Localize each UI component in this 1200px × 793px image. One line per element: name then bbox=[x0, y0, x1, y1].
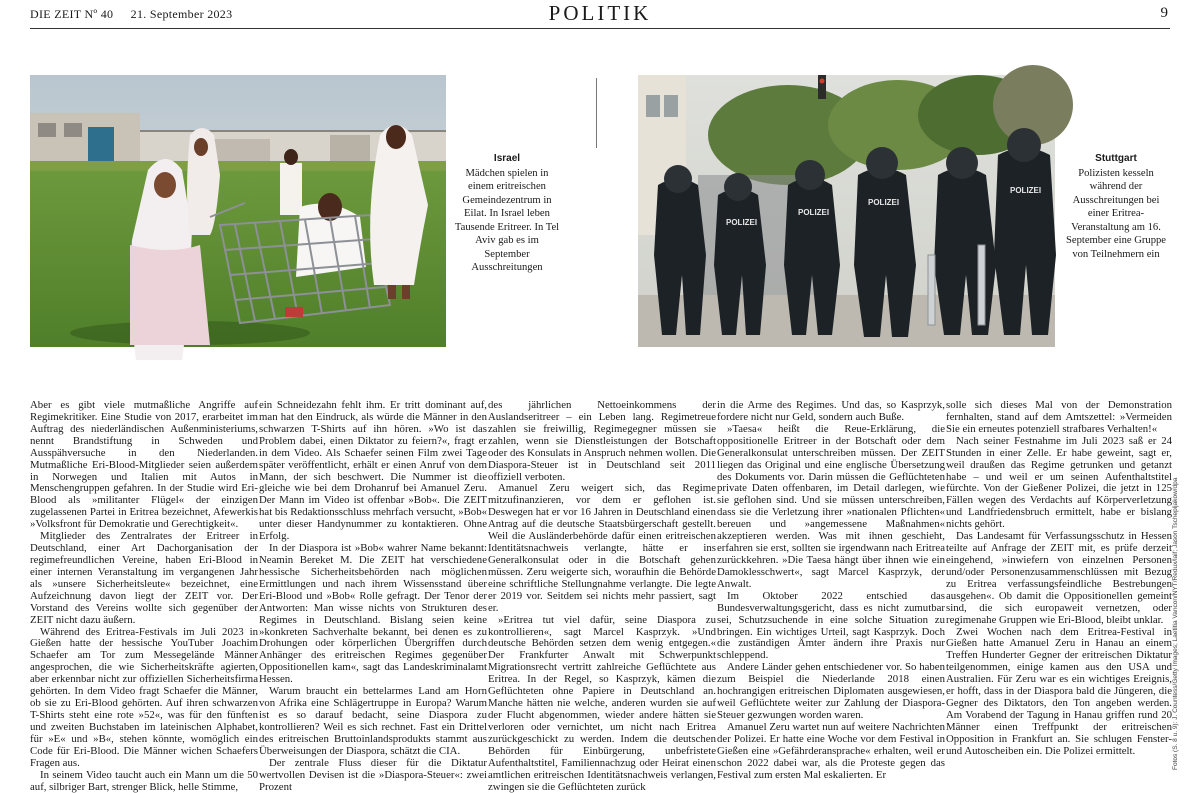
paragraph: Im Oktober 2022 entschied das Bundesverwaltungsgericht, dass es nicht zumutbar sei, Schutzsuchende in eine solche Situation zu bringen. Ein wichtiges Urteil, sagt Kasprzyk. Doch die zuständigen Ämter ändern ihre Praxis nur schleppend. bbox=[717, 589, 945, 662]
caption-title-israel: Israel bbox=[493, 153, 521, 164]
paragraph: Nach seiner Festnahme im Juli 2023 saß er 24 Stunden in einer Zelle. Er habe geweint, sagt er, weil draußen das Regime getrunken und getanzt habe – und weil er um seinen Aufenthaltstitel fürchte. Von der Gießener Polizei, die jetzt in 125 Fällen wegen des Verdachts auf Körperverletzung und Landfriedensbruch ermittelt, habe er bislang nichts gehört. bbox=[946, 434, 1172, 531]
paragraph: solle sich dieses Mal von der Demonstration fernhalten, stand auf dem Amtszettel: »Vermeiden Sie ein erneutes potenziell strafbares Verhalten!« bbox=[946, 399, 1172, 435]
caption-stuttgart bbox=[1062, 152, 1170, 261]
photo-credit-text: Fotos (S. 8 u. 9): J. Countess/Getty Images; Laetitia Vancon/NYT/Redux/laif; Jason Tschepljakow/dpa bbox=[1172, 477, 1179, 770]
text-column-5 bbox=[946, 400, 1172, 776]
paragraph: »Eritrea tut viel dafür, seine Diaspora zu kontrollieren«, sagt Marcel Kasprzyk. »Und deutsche Behörden setzen dem wenig entgegen.« Der Frankfurter Anwalt mit Schwerpunkt Migrationsrecht vertritt zahlreiche Geflüchtete aus Eritrea. In der Regel, so Kasprzyk, kämen die Geflüchteten ohne Papiere in Deutschland an. Manche hätten nie welche, anderen wurden sie auf der Flucht abgenommen, wieder andere hätten sie verloren oder vernichtet, um nicht nach Eritrea zurückgeschickt zu werden. Indem die deutschen Behörden für Einbürgerung, unbefristete Aufenthaltstitel, Familiennachzug oder Heirat einen amtlichen eritreischen Identitätsnachweis verlangen, zwingen sie die Geflüchteten zurück bbox=[488, 613, 716, 793]
caption-israel bbox=[454, 152, 560, 275]
text-column-4 bbox=[717, 399, 945, 781]
svg-text:POLIZEI: POLIZEI bbox=[726, 218, 758, 227]
paragraph: Das Landesamt für Verfassungsschutz in Hessen teilte auf Anfrage der ZEIT mit, es prüfe derzeit eingehend, »inwiefern von einzelnen Personen und/oder Personenzusammenschlüssen mit Bezug zu Eritrea verfassungsfeindliche Bestrebungen ausgehen«. Ob damit die Oppositionellen gemeint sind, die sich europaweit vernetzen, oder regimenahe Gruppen wie Eri-Blood, bleibt unklar. bbox=[946, 530, 1172, 626]
paragraph: Der zentrale Fluss dieser für die Diktatur wertvollen Devisen ist die »Diaspora-Steuer«: zwei Prozent bbox=[259, 756, 487, 793]
photo-stuttgart bbox=[638, 75, 1055, 347]
paragraph: In der Diaspora ist »Bob« wahrer Name bekannt: Neamin Bereket M. Die ZEIT hat verschiedene hessische Sicherheitsbehörden nach möglichen Ermittlungen und nach ihrem Wissensstand über Eri-Blood und »Bob« Rolle gefragt. Der Tenor der Antworten: Man wisse nichts von Strukturen des Regimes in Deutschland. Bislang seien keine »konkreten Sachverhalte bekannt, bei denen es zu Drohungen oder körperlichen Übergriffen durch Anhänger des eritreischen Regimes gegenüber Oppositionellen kam«, sagt das Landeskriminalamt Hessen. bbox=[259, 542, 487, 686]
paragraph: Andere Länder gehen entschiedener vor. So haben zum Beispiel die Niederlande 2018 einen hochrangigen eritreischen Diplomaten ausgewiesen, weil Geflüchtete weiter zur Zahlung der Diaspora-Steuer gezwungen worden waren. bbox=[717, 661, 945, 721]
paragraph: des jährlichen Nettoeinkommens der Auslandseritreer – ein Leben lang. Regimetreue zahlen sie freiwillig, Regimegegner müssen sie zahlen, wenn sie Dienstleistungen der Botschaft oder des Konsulats in Anspruch nehmen wollen. Die Diaspora-Steuer ist in Deutschland seit 2011 offiziell verboten. bbox=[488, 399, 716, 483]
page-number: 9 bbox=[1160, 5, 1168, 21]
text-column-1 bbox=[30, 399, 258, 793]
text-column-2 bbox=[259, 399, 487, 793]
svg-text:POLIZEI: POLIZEI bbox=[798, 208, 830, 217]
photo-israel bbox=[30, 75, 446, 347]
paragraph: In seinem Video taucht auch ein Mann um die 50 auf, silbriger Bart, strenger Blick, helle Stimme, bbox=[30, 768, 258, 793]
masthead bbox=[0, 0, 1200, 28]
paragraph: Zwei Wochen nach dem Eritrea-Festival in Gießen hatte Amanuel Zeru in Hanau an einem Treffen Hunderter Gegner der eritreischen Diktatur teilgenommen, einige kamen aus den USA und Australien. Für Zeru war es ein wichtiges Ereignis, er hofft, dass in der Diaspora bald die Jüngeren, die Gegner des Diktators, den Ton angeben werden. Am Vorabend der Tagung in Hanau griffen rund 20 Männer einen Treffpunkt der eritreischen Opposition in Frankfurt an. Sie schlugen Fenster- und Autoscheiben ein. Die Polizei ermittelt. bbox=[946, 625, 1172, 757]
paragraph: Amanuel Zeru weigert sich, das Regime mitzufinanzieren, vor dem er geflohen ist. Deswegen hat er vor 16 Jahren in Deutschland einen Antrag auf die deutsche Staatsbürgerschaft gestellt. Weil die Ausländerbehörde dafür einen eritreischen Identitätsnachweis verlangte, hätte er ins Generalkonsulat oder in die Botschaft gehen müssen. Zeru weigerte sich, woraufhin die Behörde eine schriftliche Stellungnahme verlangte. Die legte er 2019 vor. Seitdem sei nichts mehr passiert, sagt er. bbox=[488, 482, 716, 614]
caption-title-stuttgart: Stuttgart bbox=[1095, 153, 1137, 164]
paragraph: ein Schneidezahn fehlt ihm. Er tritt dominant auf, man hat den Eindruck, als würde die Männer in den schwarzen T-Shirts auf ihn hören. »Wo ist das Problem dabei, einen Diktator zu feiern?«, fragt er in dem Video. Als Schaefer seinen Film zwei Tage später veröffentlicht, erhält er einen Anruf von dem Mann, der sich beschwert. Die Nummer ist die gleiche wie bei dem Drohanruf bei Amanuel Zeru. Der Mann im Video ist offenbar »Bob«. Die ZEIT hat bis Redaktionsschluss mehrfach versucht, »Bob« unter dieser Handynummer zu kontaktieren. Ohne Erfolg. bbox=[259, 399, 487, 543]
photo-credit bbox=[1162, 402, 1179, 772]
paragraph: Warum braucht ein bettelarmes Land am Horn von Afrika eine Schlägertruppe in Europa? Warum ist es so darauf bedacht, seine Diaspora zu kontrollieren? Weil es sich rechnet. Fast ein Drittel des eritreischen Bruttoinlandsprodukts stammt aus Überweisungen der Diaspora, schätzt die CIA. bbox=[259, 685, 487, 757]
paragraph: Mitglieder des Zentralrates der Eritreer in Deutschland, einer Art Dachorganisation der regimefreundlichen Vereine, haben Eri-Blood in einer internen Veranstaltung im vergangenen Jahr als »unsere Sicherheitsleute« bezeichnet, eine Aufzeichnung davon liegt der ZEIT vor. Der Vorstand des Vereins wollte sich gegenüber der ZEIT nicht dazu äußern. bbox=[30, 530, 258, 626]
caption-text-stuttgart: Polizisten kesseln während der Ausschreitungen bei einer Eritrea-Veranstaltung am 16. September eine Gruppe von Teilnehmern ein bbox=[1065, 167, 1166, 260]
issue-date: 21. September 2023 bbox=[130, 7, 233, 21]
paragraph: »Taesa« heißt die Reue-Erklärung, die oppositionelle Eritreer in der Botschaft oder dem Generalkonsulat unterschreiben müssen. Der ZEIT liegen das Original und eine englische Übersetzung des Dokuments vor. Darin müssen die Geflüchteten private Daten offenbaren, im Detail darlegen, wie sie geflohen sind. Und sie müssen unterschreiben, dass sie die Verletzung ihrer »nationalen Pflichten« bereuen und »angemessene Maßnahmen« akzeptieren werden. Was mit ihnen geschieht, erfahren sie erst, sollten sie irgendwann nach Eritrea zurückkehren. »Die Taesa hängt über ihnen wie ein Damoklesschwert«, sagt Marcel Kasprzyk, der Anwalt. bbox=[717, 422, 945, 590]
paragraph: Während des Eritrea-Festivals im Juli 2023 in Gießen hatte der hessische YouTuber Joachim Schaefer am Tor zum Messegelände Männer angesprochen, die wie Sicherheitskräfte agierten, aber erkennbar nicht zur offiziellen Sicherheitsfirma gehörten. In dem Video fragt Schaefer die Männer, ob sie zu Eri-Blood gehörten. Auf ihren schwarzen T-Shirts steht eine rote »52«, was für den fünften und zweiten Buchstaben im lateinischen Alphabet, für »E« und »B«, stehen könnte, womöglich ein Code für Eri-Blood. Die Männer wichen Schaefers Fragen aus. bbox=[30, 625, 258, 769]
photo-divider bbox=[596, 78, 597, 148]
caption-text-israel: Mädchen spielen in einem eritreischen Gemeindezentrum in Eilat. In Israel leben Tausende Eritreer. In Tel Aviv gab es im September Ausschreitungen bbox=[454, 167, 560, 273]
paper-name: DIE ZEIT Nº 40 bbox=[30, 7, 114, 21]
paragraph: Aber es gibt viele mutmaßliche Angriffe auf Regimekritiker. Eine Studie von 2017, erarbeitet im Auftrag des niederländischen Außenministeriums, nennt Brandstiftung in Schweden und Ausspähversuche in den Niederlanden. Mutmaßliche Eri-Blood-Mitglieder seien außerdem in Norwegen und Italien mit Autos in Menschengruppen gefahren. In der Studie wird Eri-Blood als »militanter Flügel« der einzigen zugelassenen Partei in Eritrea bezeichnet, Afewerkis »Volksfront für Demokratie und Gerechtigkeit«. bbox=[30, 399, 258, 531]
paragraph: in die Arme des Regimes. Und das, so Kasprzyk, fordere nicht nur Geld, sondern auch Buße. bbox=[717, 399, 945, 423]
header-rule bbox=[30, 28, 1170, 29]
section-title: POLITIK bbox=[548, 1, 652, 25]
svg-text:POLIZEI: POLIZEI bbox=[868, 198, 900, 207]
svg-text:POLIZEI: POLIZEI bbox=[1010, 186, 1042, 195]
paragraph: Amanuel Zeru wartet nun auf weitere Nachrichten der Polizei. Er hatte eine Woche vor dem Festival in Gießen eine »Gefährderansprache« erhalten, weil er schon 2022 dabei war, als die Proteste gegen das Festival zum ersten Mal eskalierten. Er bbox=[717, 720, 945, 781]
text-column-3 bbox=[488, 399, 716, 793]
